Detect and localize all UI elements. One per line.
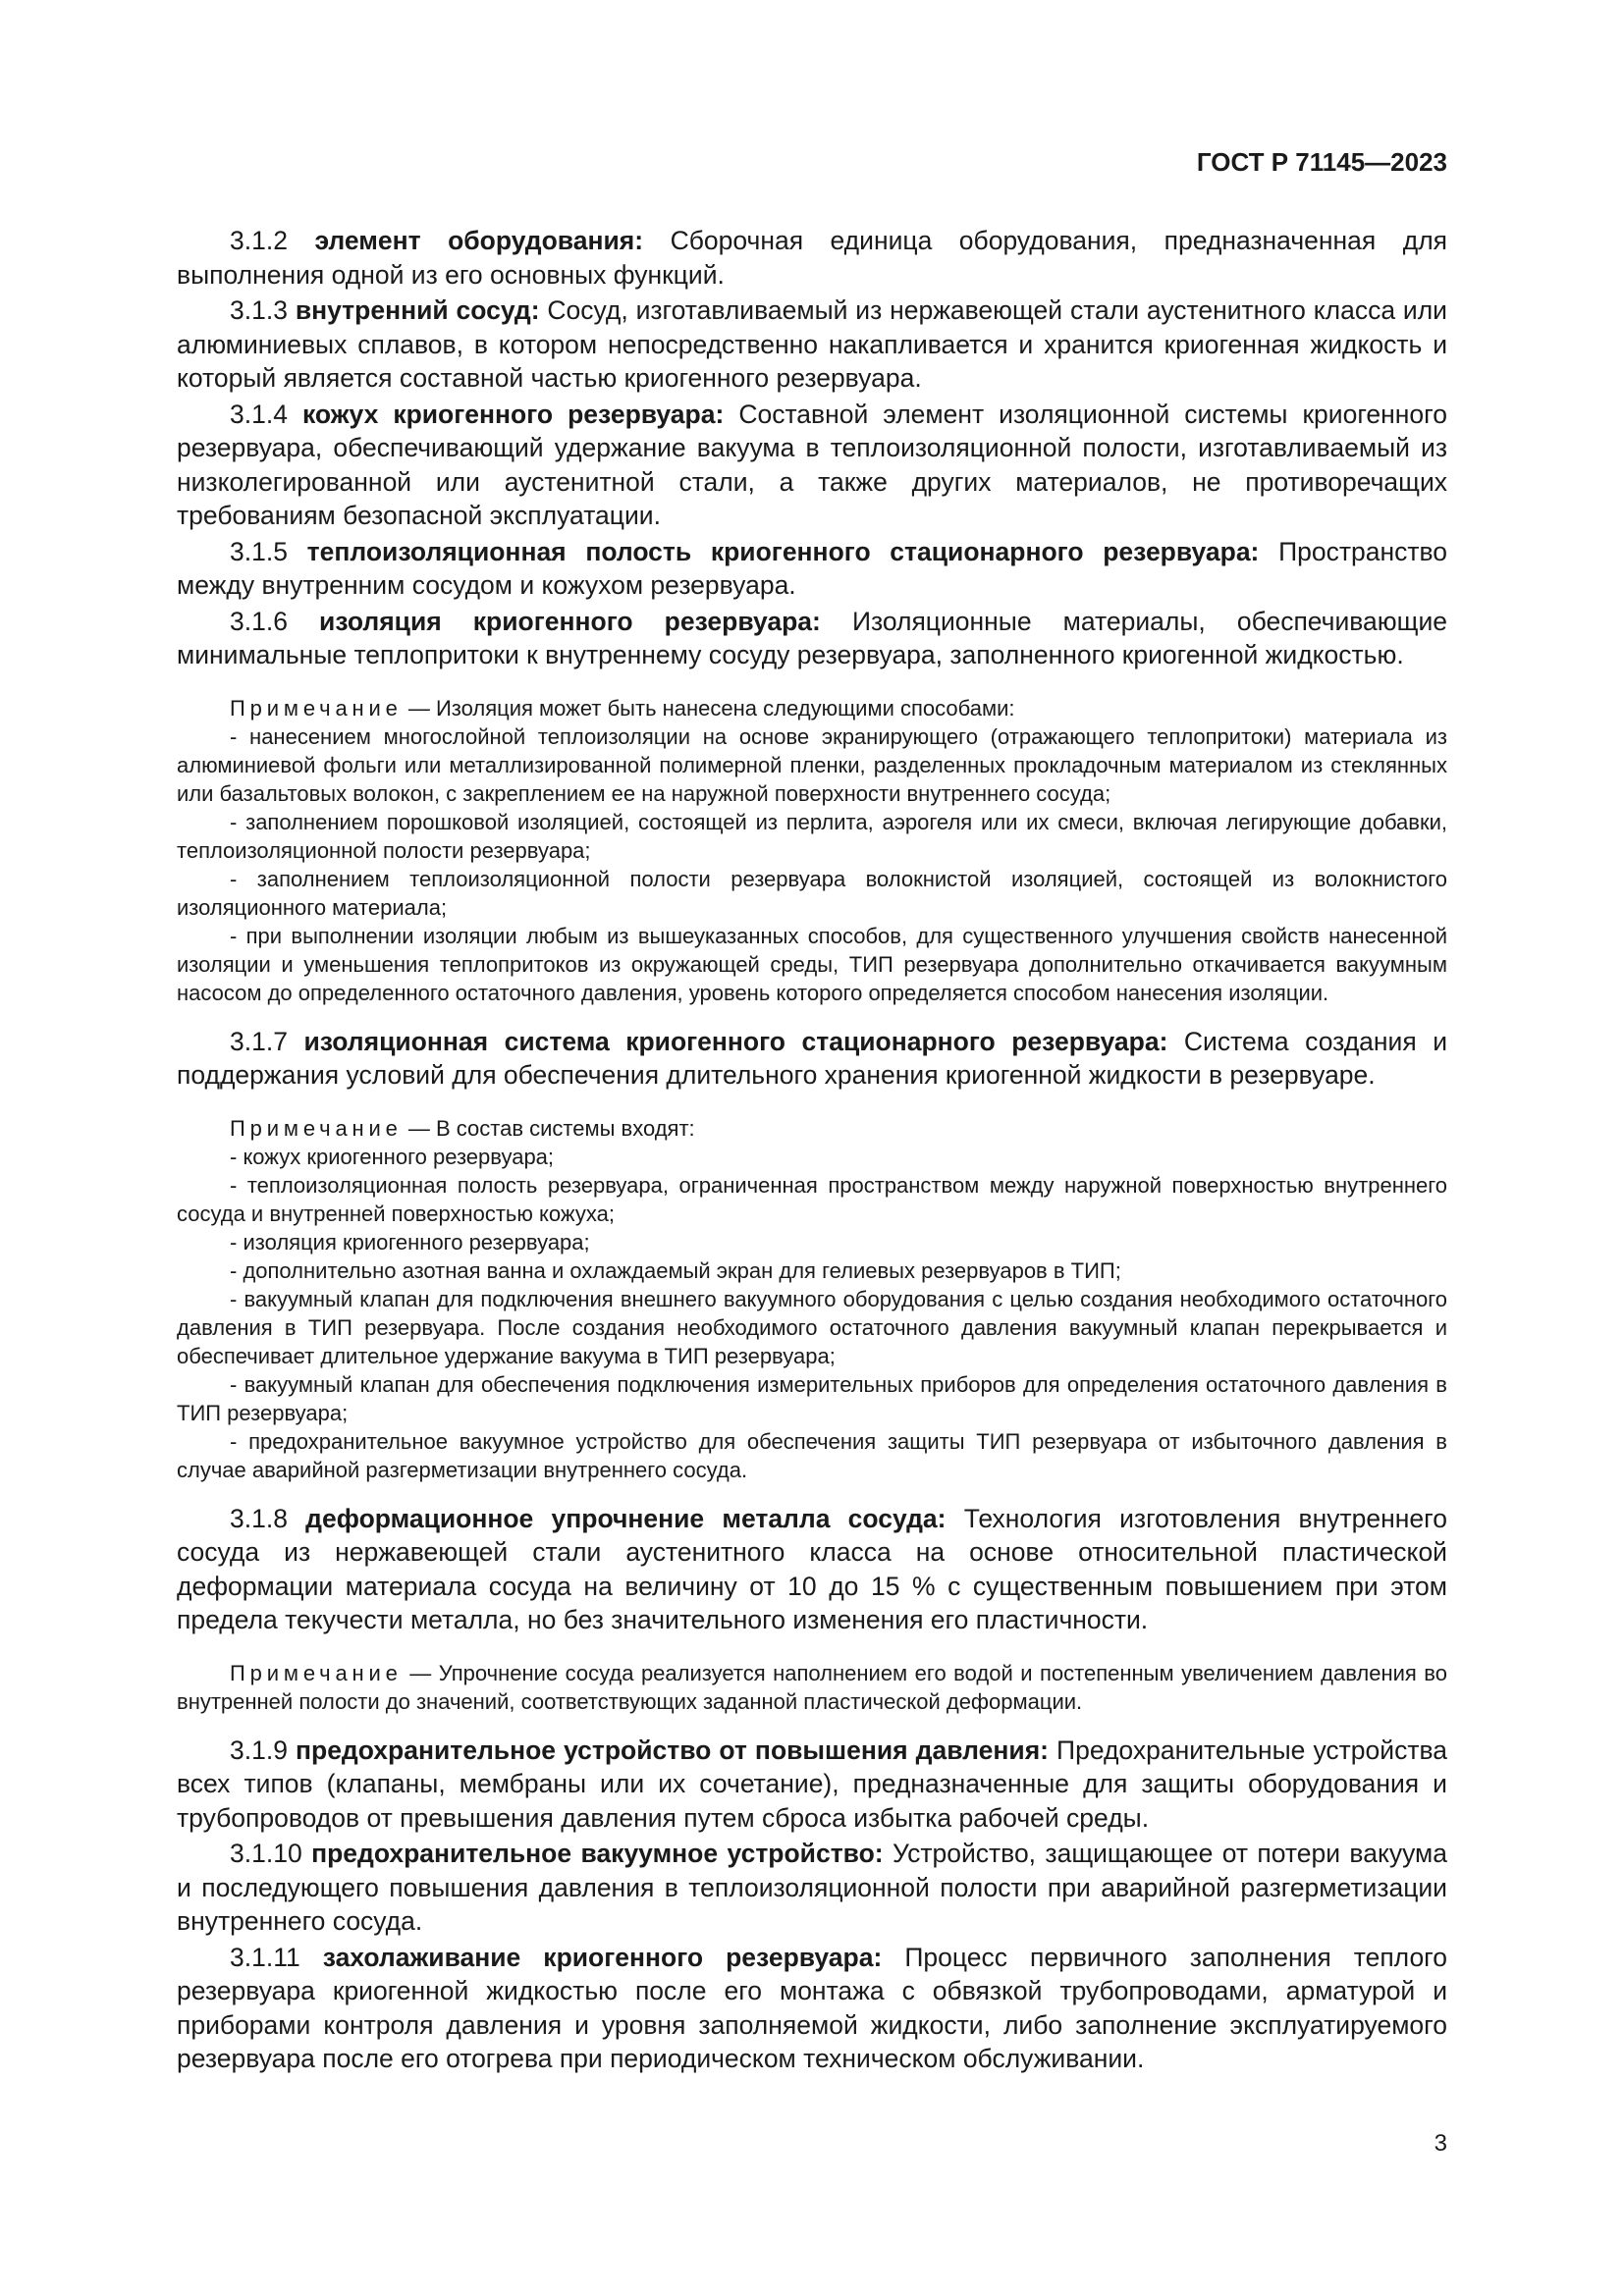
term-title: изоляционная система криогенного стационарного резервуара: <box>303 1026 1168 1056</box>
term-3-1-11 <box>177 1941 1447 2076</box>
note-item: - предохранительное вакуумное устройство для обеспечения защиты ТИП резервуара от избыточного давления в случае аварийной разгерметизации внутреннего сосуда. <box>177 1428 1447 1482</box>
term-definition: Пространство между внутренним сосудом и кожухом резервуара. <box>177 536 1448 600</box>
note-intro-text: — В состав системы входят: <box>407 1115 695 1141</box>
term-3-1-4 <box>177 398 1447 533</box>
document-code: ГОСТ Р 71145—2023 <box>1196 147 1447 177</box>
note-item: - кожух криогенного резервуара; <box>230 1144 555 1169</box>
term-number: 3.1.9 <box>230 1735 288 1765</box>
note-intro <box>177 1659 1447 1716</box>
term-number: 3.1.3 <box>230 295 288 325</box>
note-item: - изоляция криогенного резервуара; <box>230 1229 590 1255</box>
note-label: Примечание <box>230 1115 403 1141</box>
term-title: захолаживание криогенного резервуара: <box>322 1942 883 1972</box>
term-number: 3.1.2 <box>230 226 288 255</box>
note-item: - вакуумный клапан для обеспечения подключения измерительных приборов для определения остаточного давления в ТИП резервуара; <box>177 1371 1447 1425</box>
term-definition: Сборочная единица оборудования, предназначенная для выполнения одной из его основных функций. <box>177 226 1448 290</box>
term-3-1-3 <box>177 294 1447 396</box>
term-number: 3.1.11 <box>230 1942 300 1972</box>
note-item: - нанесением многослойной теплоизоляции на основе экранирующего (отражающего теплопритоки) материала из алюминиевой фольги или металлизированной полимерной пленки, разделенных прокладочным материалом из стеклянных или базальтовых волокон, с закреплением ее на наружной поверхности внутреннего сосуда; <box>177 723 1447 806</box>
note-label: Примечание <box>230 1660 403 1685</box>
term-title: теплоизоляционная полость криогенного стационарного резервуара: <box>306 536 1260 566</box>
term-title: предохранительное вакуумное устройство: <box>311 1839 884 1868</box>
term-title: предохранительное устройство от повышения давления: <box>296 1735 1049 1765</box>
term-number: 3.1.5 <box>230 536 288 566</box>
term-definition: Составной элемент изоляционной системы криогенного резервуара, обеспечивающий удержание вакуума в теплоизоляционной полости, изготавливаемый из низколегированной или аустенитной стали, а также других материалов, не противоречащих требованиям безопасной эксплуатации. <box>177 399 1447 530</box>
note-item: - при выполнении изоляции любым из вышеуказанных способов, для существенного улучшения свойств нанесенной изоляции и уменьшения теплопритоков из окружающей среды, ТИП резервуара дополнительно откачивается вакуумным насосом до определенного остаточного давления, уровень которого определяется способом нанесения изоляции. <box>177 923 1447 1005</box>
term-title: изоляция криогенного резервуара: <box>319 606 821 636</box>
note-intro <box>177 1114 1447 1143</box>
term-title: кожух криогенного резервуара: <box>301 399 725 429</box>
page-content <box>177 224 1447 2078</box>
term-definition: Процесс первичного заполнения теплого резервуара криогенной жидкостью после его монтажа с обвязкой трубопроводами, арматурой и приборами контроля давления и уровня заполняемой жидкости, либо заполнение эксплуатируемого резервуара после его отогрева при периодическом техническом обслуживании. <box>177 1942 1448 2073</box>
page-number: 3 <box>1434 2130 1447 2157</box>
term-number: 3.1.7 <box>230 1026 288 1056</box>
note-item: - теплоизоляционная полость резервуара, ограниченная пространством между наружной поверхностью внутреннего сосуда и внутренней поверхностью кожуха; <box>177 1172 1447 1226</box>
note-item: - дополнительно азотная ванна и охлаждаемый экран для гелиевых резервуаров в ТИП; <box>230 1257 1121 1283</box>
term-number: 3.1.4 <box>230 399 288 429</box>
term-definition: Устройство, защищающее от потери вакуума и последующего повышения давления в теплоизоляционной полости при аварийной разгерметизации внутреннего сосуда. <box>177 1839 1447 1936</box>
term-3-1-8 <box>177 1502 1447 1637</box>
note-intro-text: — Изоляция может быть нанесена следующими способами: <box>407 695 1015 721</box>
term-title: деформационное упрочнение металла сосуда: <box>305 1503 947 1533</box>
term-3-1-5 <box>177 535 1447 603</box>
term-definition: Технология изготовления внутреннего сосуда из нержавеющей стали аустенитного класса на основе относительной пластической деформации материала сосуда на величину от 10 до 15 % с существенным повышением при этом предела текучести металла, но без значительного изменения его пластичности. <box>177 1503 1447 1634</box>
term-definition: Предохранительные устройства всех типов (клапаны, мембраны или их сочетание), предназначенные для защиты оборудования и трубопроводов от превышения давления путем сброса избытка рабочей среды. <box>177 1735 1447 1833</box>
note-item: - вакуумный клапан для подключения внешнего вакуумного оборудования с целью создания необходимого остаточного давления в ТИП резервуара. После создания необходимого остаточного давления вакуумный клапан перекрывается и обеспечивает длительное удержание вакуума в ТИП резервуара; <box>177 1286 1447 1368</box>
term-3-1-10 <box>177 1837 1447 1939</box>
note-item: - заполнением порошковой изоляцией, состоящей из перлита, аэрогеля или их смеси, включая легирующие добавки, теплоизоляционной полости резервуара; <box>177 809 1447 863</box>
note-intro-text: — Упрочнение сосуда реализуется наполнением его водой и постепенным увеличением давления во внутренней полости до значений, соответствующих заданной пластической деформации. <box>177 1660 1447 1714</box>
term-title: внутренний сосуд: <box>295 295 540 325</box>
term-definition: Изоляционные материалы, обеспечивающие минимальные теплопритоки к внутреннему сосуду резервуара, заполненного криогенной жидкостью. <box>177 606 1447 669</box>
note-label: Примечание <box>230 695 403 721</box>
term-number: 3.1.10 <box>230 1839 302 1868</box>
term-3-1-9 <box>177 1734 1447 1836</box>
term-definition: Сосуд, изготавливаемый из нержавеющей стали аустенитного класса или алюминиевых сплавов, в котором непосредственно накапливается и хранится криогенная жидкость и который является составной частью криогенного резервуара. <box>177 295 1447 393</box>
term-number: 3.1.6 <box>230 606 288 636</box>
note-system-components <box>177 1114 1447 1484</box>
term-title: элемент оборудования: <box>314 226 644 255</box>
note-hardening <box>177 1659 1447 1716</box>
term-3-1-6 <box>177 605 1447 672</box>
term-number: 3.1.8 <box>230 1503 288 1533</box>
note-intro <box>177 694 1447 722</box>
note-item: - заполнением теплоизоляционной полости резервуара волокнистой изоляцией, состоящей из волокнистого изоляционного материала; <box>177 866 1447 920</box>
note-insulation-methods <box>177 694 1447 1007</box>
term-3-1-7 <box>177 1025 1447 1093</box>
term-3-1-2 <box>177 224 1447 292</box>
term-definition: Система создания и поддержания условий для обеспечения длительного хранения криогенной жидкости в резервуаре. <box>177 1026 1447 1090</box>
